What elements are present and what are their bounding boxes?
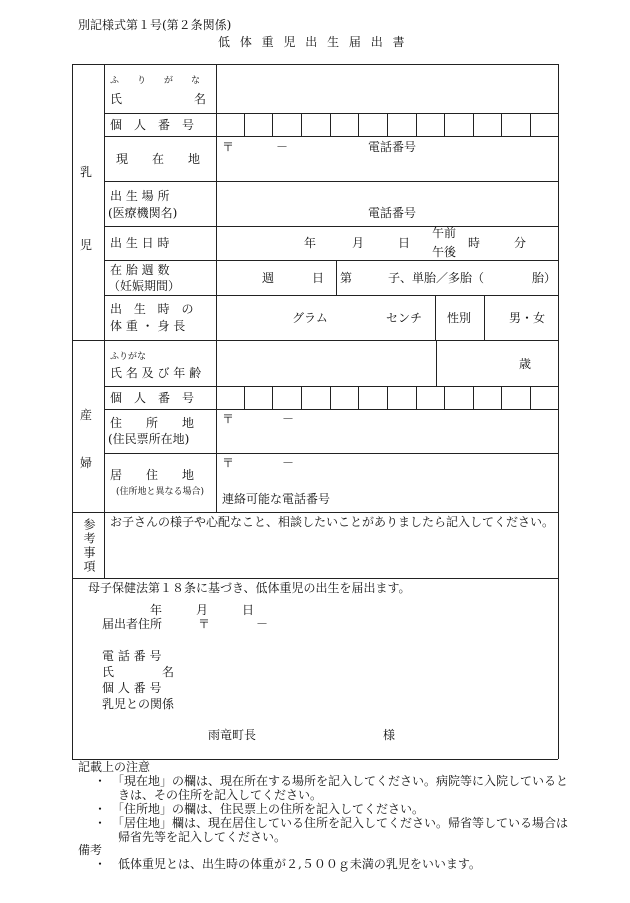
mother-section-label-1: 産: [80, 408, 93, 422]
birth-day-unit: 日: [398, 236, 411, 250]
mother-address-label: 住 所 地: [110, 416, 195, 430]
sex-label: 性別: [447, 311, 472, 325]
sex-value-divider: [484, 295, 485, 340]
infant-id-label: 個 人 番 号: [110, 118, 195, 132]
instruction-item: ・ 「居住地」欄は、現在居住している住所を記入してください。帰省等している場合は: [94, 816, 569, 830]
mother-address-field[interactable]: [217, 410, 557, 452]
applicant-phone-label: 電 話 番 号: [102, 649, 162, 663]
addressee-label: 雨竜町長: [208, 728, 257, 742]
infant-name-field[interactable]: [217, 65, 557, 112]
gestation-field[interactable]: [217, 261, 335, 294]
mother-postal-dash: －: [282, 412, 295, 426]
applicant-address-label: 届出者住所: [102, 617, 163, 631]
birth-order-text: 第 子、単胎／多胎（ 胎）: [340, 271, 557, 285]
birth-minute-unit: 分: [514, 236, 527, 250]
instruction-item: ・ 「現在地」の欄は、現在所在する場所を記入してください。病院等に入院していると: [94, 774, 569, 788]
applicant-postal-dash: －: [256, 617, 269, 631]
residence-label: 居 住 地: [110, 468, 195, 482]
mother-name-age-label: 氏 名 及 び 年 齢: [110, 366, 202, 380]
notes-section-label: 参考事項: [82, 518, 96, 574]
applicant-name-label: 氏 名: [102, 665, 175, 679]
mother-address-sublabel: (住民票所在地): [108, 432, 190, 446]
applicant-info-field[interactable]: [180, 640, 540, 714]
sex-label-divider: [435, 295, 436, 340]
mother-postal-mark: 〒: [222, 412, 235, 426]
applicant-id-label: 個 人 番 号: [102, 681, 162, 695]
birthtime-label: 出 生 日 時: [110, 236, 170, 250]
postal-dash: －: [276, 140, 289, 154]
mother-id-label: 個 人 番 号: [110, 391, 195, 405]
notes-declaration-divider: [72, 578, 558, 579]
honorific-label: 様: [383, 728, 396, 742]
applicant-relation-label: 乳児との関係: [102, 697, 175, 711]
form-number: 別記様式第１号(第２条関係): [78, 18, 232, 32]
infant-address-field[interactable]: [217, 137, 557, 180]
instruction-item: きは、その住所を記入してください。: [94, 788, 323, 802]
mother-section-label-2: 婦: [80, 456, 93, 470]
birth-hour-unit: 時: [468, 236, 481, 250]
mother-age-field[interactable]: [437, 341, 557, 385]
mother-notes-divider: [72, 512, 558, 513]
age-unit: 歳: [519, 357, 532, 371]
birthplace-sublabel: (医療機関名): [108, 206, 178, 220]
sex-options[interactable]: 男・女: [509, 311, 546, 325]
instruction-item: ・ 「住所地」の欄は、住民票上の住所を記入してください。: [94, 802, 425, 816]
date-day-unit: 日: [242, 603, 255, 617]
measure-label-1: 出 生 時 の: [110, 302, 198, 316]
infant-name-label: 氏 名: [110, 92, 207, 106]
infant-address-phone-label: 電話番号: [368, 140, 417, 154]
remarks-text: ・ 低体重児とは、出生時の体重が２,５００ｇ未満の乳児をいいます。: [94, 857, 481, 871]
birth-order-field[interactable]: [337, 261, 557, 294]
form-title: 低 体 重 児 出 生 届 出 書: [218, 35, 408, 49]
gram-unit: グラム: [292, 311, 328, 325]
infant-furigana-label: ふ り が な: [110, 76, 201, 86]
infant-section-label-1: 乳: [80, 165, 93, 179]
mother-id-field[interactable]: [217, 387, 557, 408]
birthplace-phone-label: 電話番号: [368, 206, 417, 220]
postal-mark: 〒: [222, 140, 235, 154]
gestation-day-unit: 日: [312, 271, 325, 285]
birth-year-unit: 年: [304, 236, 317, 250]
birthtime-field[interactable]: [217, 227, 557, 259]
pm-label: 午後: [432, 245, 457, 259]
infant-id-field[interactable]: [217, 114, 557, 135]
frame-right: [558, 64, 559, 759]
instructions-title: 記載上の注意: [78, 760, 151, 774]
infant-section-label-2: 児: [80, 238, 93, 252]
frame-left: [72, 64, 73, 759]
centi-unit: センチ: [386, 311, 423, 325]
measure-label-2: 体 重 ・ 身 長: [110, 319, 186, 333]
notes-instruction: お子さんの様子や心配なこと、相談したいことがありましたら記入してください。: [110, 515, 555, 529]
gestation-label: 在 胎 週 数: [110, 263, 170, 277]
contact-phone-label: 連絡可能な電話番号: [222, 492, 331, 506]
infant-address-label: 現 在 地: [116, 152, 201, 166]
residence-sublabel: (住所地と異なる場合): [116, 487, 205, 497]
gestation-sublabel: （妊娠期間）: [108, 279, 181, 293]
residence-postal-mark: 〒: [222, 456, 235, 470]
residence-field[interactable]: [217, 454, 557, 511]
am-label: 午前: [432, 226, 457, 240]
declaration-statement: 母子保健法第１８条に基づき、低体重児の出生を届出ます。: [88, 581, 411, 595]
section-label-column-line: [104, 64, 105, 578]
instruction-item: 帰省先等を記入してください。: [94, 830, 287, 844]
birthplace-field[interactable]: [217, 182, 557, 225]
date-month-unit: 月: [196, 603, 209, 617]
applicant-postal-mark: 〒: [198, 617, 211, 631]
date-year-unit: 年: [150, 603, 163, 617]
remarks-title: 備考: [78, 843, 103, 857]
notes-field[interactable]: [105, 530, 557, 577]
birth-month-unit: 月: [352, 236, 365, 250]
gestation-week-unit: 週: [262, 271, 275, 285]
mother-furigana-label: ふりがな: [110, 352, 147, 362]
birthplace-label: 出 生 場 所: [110, 189, 170, 203]
mother-name-field[interactable]: [217, 341, 435, 385]
residence-postal-dash: －: [282, 456, 295, 470]
measure-field[interactable]: [217, 296, 434, 339]
